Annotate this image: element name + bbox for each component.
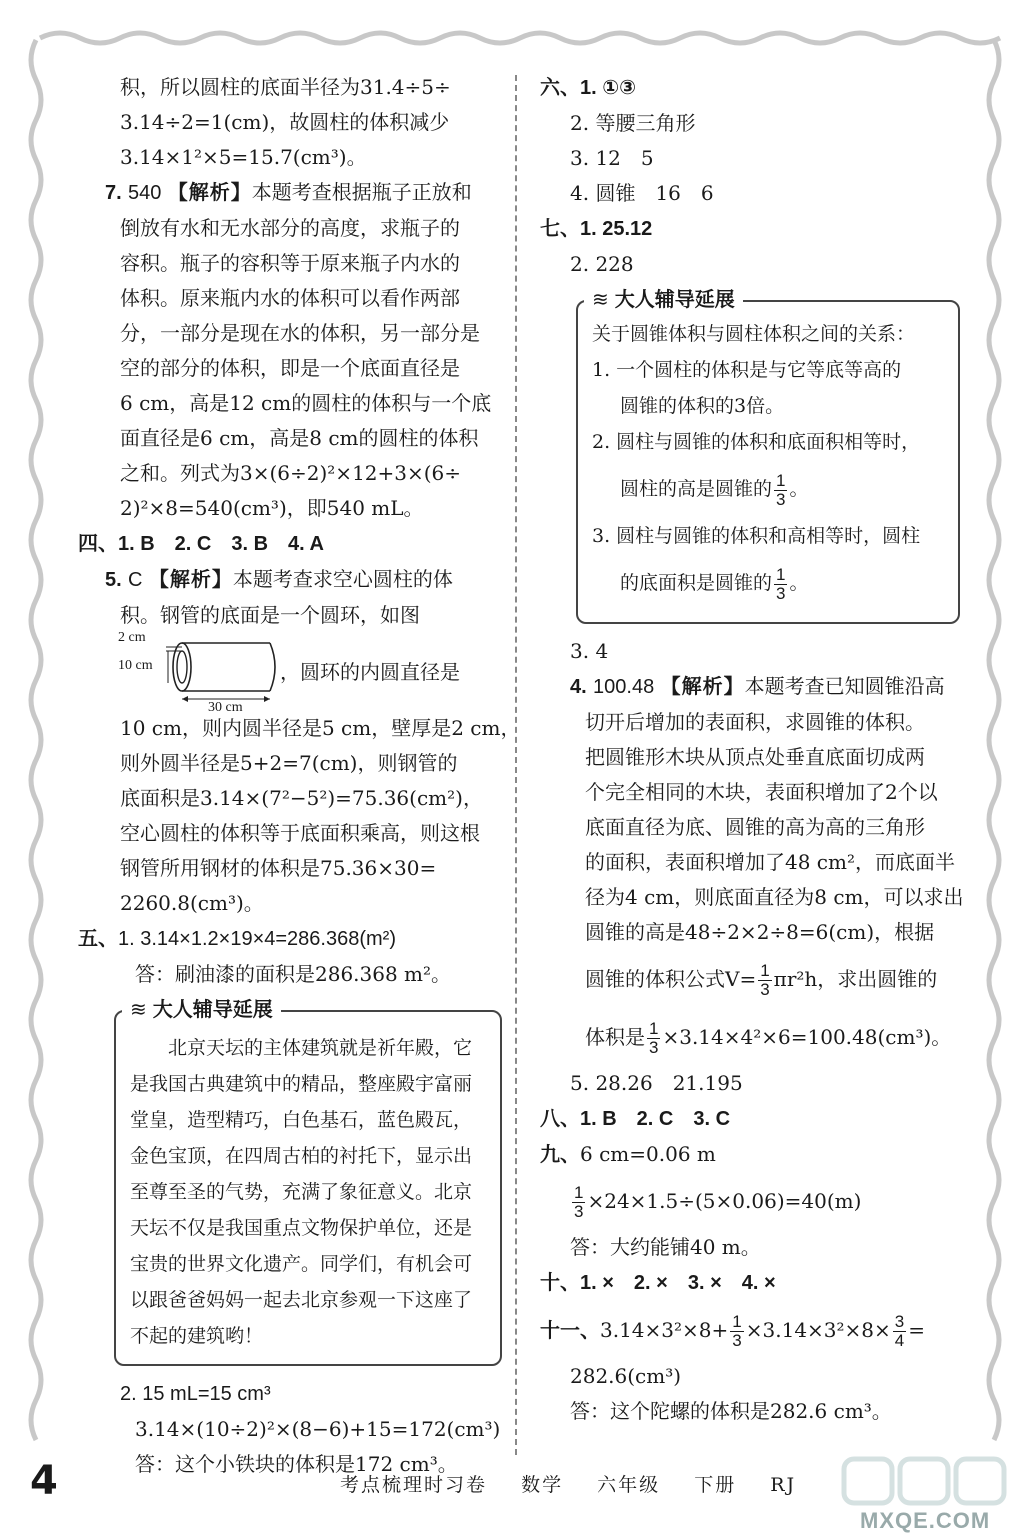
analysis-line: 底面积是3.14×(7²−5²)=75.36(cm²)，: [120, 786, 483, 810]
analysis-line: 切开后增加的表面积，求圆锥的体积。: [585, 710, 925, 734]
answer-formula: ×24×1.5÷(5×0.06)=40(m): [587, 1189, 862, 1213]
box-text: 。: [789, 478, 809, 500]
numerator: 1: [574, 1183, 584, 1202]
analysis-line: 空的部分的体积，即是一个底面直径是: [120, 356, 460, 380]
section-5: [78, 921, 500, 957]
denominator: 3: [776, 489, 786, 509]
fraction-one-third: [572, 1184, 585, 1221]
section-4: [78, 526, 500, 562]
section-6: [540, 70, 960, 106]
analysis-line: 积。钢管的底面是一个圆环，如图: [120, 603, 420, 627]
numerator: 1: [776, 564, 786, 584]
watermark-text: MXQE.COM: [860, 1508, 991, 1533]
answer-statement: 答：这个陀螺的体积是282.6 cm³。: [570, 1399, 892, 1423]
parent-tip-box: [114, 997, 502, 1366]
analysis-tag: 【解析】: [167, 180, 252, 204]
box-title: [122, 994, 281, 1024]
section-8: [540, 1101, 960, 1137]
wave-icon: ≋: [592, 287, 607, 311]
answer-line: 3.14×1²×5=15.7(cm³)。: [120, 145, 367, 169]
analysis-line: 体积。原来瓶内水的体积可以看作两部: [120, 286, 460, 310]
figure-label-10cm: 10 cm: [118, 657, 153, 673]
denominator: 3: [776, 583, 786, 603]
answer-line: 积，所以圆柱的底面半径为31.4÷5÷: [120, 75, 451, 99]
answer: 1. 25.12: [580, 218, 653, 240]
denominator: 3: [574, 1202, 584, 1221]
book-title: 考点梳理时习卷: [340, 1474, 488, 1496]
question-4: [540, 669, 960, 705]
answer-formula: 3.14×3²×8+: [600, 1318, 729, 1342]
analysis-text: ×3.14×4²×6=100.48(cm³)。: [662, 1025, 952, 1049]
section-label: 十、: [540, 1270, 580, 1294]
box-text: 的底面积是圆锥的: [620, 572, 773, 594]
analysis-line: 的面积，表面积增加了48 cm²，而底面半: [585, 850, 955, 874]
analysis-line: 钢管所用钢材的体积是75.36×30=: [120, 856, 437, 880]
question-7: [90, 175, 500, 211]
section-11: [540, 1301, 960, 1359]
answer-formula: 3.14×(10÷2)²×(8−6)+15=172(cm³): [135, 1417, 501, 1441]
box-text: 圆柱的高是圆锥的: [620, 478, 773, 500]
wave-icon: ≋: [130, 997, 145, 1021]
analysis-line: 之和。列式为3×(6÷2)²×12+3×(6÷: [120, 461, 462, 485]
answer-formula: 282.6(cm³): [570, 1364, 682, 1388]
box-line: 1. 一个圆柱的体积是与它等底等高的: [592, 359, 902, 381]
denominator: 3: [732, 1331, 742, 1350]
answer: 2. 228: [570, 252, 634, 276]
left-column: [78, 70, 521, 1482]
box-title-text: 大人辅导延展: [152, 997, 273, 1021]
analysis-line: 分，一部分是现在水的体积，另一部分是: [120, 321, 480, 345]
hollow-cylinder-figure: [118, 629, 280, 715]
answer-value: C: [128, 569, 143, 591]
box-paragraph: 北京天坛的主体建筑就是祈年殿，它是我国古典建筑中的精品，整座殿宇富丽堂皇，造型精巧，白色基石，蓝色殿瓦，金色宝顶，在四周古柏的衬托下，显示出至尊至圣的气势，充满了象征意义。北京天坛不仅是我国重点文物保护单位，还是宝贵的世界文化遗产。同学们，有机会可以跟爸爸妈妈一起去北京参观一下这座了不起的建筑哟！: [130, 1037, 473, 1347]
answer-statement: 答：刷油漆的面积是286.368 m²。: [135, 962, 452, 986]
box-line: [592, 460, 944, 518]
question-number: 4.: [570, 676, 587, 698]
answer-value: 100.48: [593, 676, 655, 698]
section-answers: 1. B 2. C 3. C: [580, 1108, 731, 1130]
section-label: 九、: [540, 1142, 580, 1166]
answer: 2. 等腰三角形: [570, 111, 696, 135]
answer: 3. 12 5: [570, 146, 654, 170]
fraction-three-quarters: [893, 1313, 906, 1350]
box-text: 。: [789, 572, 809, 594]
right-column: [540, 70, 964, 1429]
figure-line: [90, 629, 500, 715]
answer-formula: =: [908, 1318, 926, 1342]
fraction-one-third: [647, 1020, 660, 1057]
answer-line: [90, 1376, 500, 1412]
numerator: 3: [894, 1312, 905, 1331]
analysis-text: 圆锥的体积公式V=: [585, 967, 757, 991]
book-subject: 数学: [521, 1474, 564, 1496]
question-number: 7.: [105, 182, 122, 204]
denominator: 4: [894, 1331, 905, 1350]
analysis-line: [540, 1008, 960, 1066]
numerator: 1: [732, 1312, 742, 1331]
analysis-text: 本题考查根据瓶子正放和: [251, 180, 472, 204]
book-volume: 下册: [694, 1474, 737, 1496]
analysis-line: 底面直径为底、圆锥的高为高的三角形: [585, 815, 925, 839]
book-info: [340, 1470, 822, 1497]
answer: 5. 28.26 21.195: [570, 1071, 743, 1095]
answer-formula: 1. 3.14×1.2×19×4=286.368(m²): [118, 928, 396, 950]
fraction-one-third: [774, 472, 787, 509]
analysis-line: 6 cm，高是12 cm的圆柱的体积与一个底: [120, 391, 492, 415]
section-label: 七、: [540, 216, 580, 240]
section-label: 八、: [540, 1106, 580, 1130]
page-number: 4: [30, 1458, 58, 1504]
section-label: 五、: [78, 926, 118, 950]
analysis-line: 把圆锥形木块从顶点处垂直底面切成两: [585, 745, 925, 769]
analysis-text: 本题考查求空心圆柱的体: [232, 567, 453, 591]
analysis-line: 10 cm，则内圆半径是5 cm，壁厚是2 cm，: [120, 716, 521, 740]
section-label: 四、: [78, 531, 118, 555]
section-label: 六、: [540, 75, 580, 99]
book-grade: 六年级: [597, 1474, 661, 1496]
answer-line: 3.14÷2=1(cm)，故圆柱的体积减少: [120, 110, 450, 134]
fraction-one-third: [758, 962, 771, 999]
answer: 4. 圆锥 16 6: [570, 181, 714, 205]
analysis-text: 体积是: [585, 1025, 645, 1049]
numerator: 1: [776, 470, 786, 490]
section-7: [540, 211, 960, 247]
numerator: 1: [760, 961, 770, 980]
answer-formula: 2. 15 mL=15 cm³: [120, 1383, 271, 1405]
column-divider: [515, 75, 517, 1455]
analysis-tag: 【解析】: [660, 674, 745, 698]
answer-value: 540: [128, 182, 162, 204]
analysis-line: 圆锥的高是48÷2×2÷8=6(cm)，根据: [585, 920, 935, 944]
analysis-line: 个完全相同的木块，表面积增加了2个以: [585, 780, 938, 804]
box-title-text: 大人辅导延展: [614, 287, 735, 311]
analysis-text: ，圆环的内圆直径是: [280, 660, 460, 684]
analysis-line: 则外圆半径是5+2=7(cm)，则钢管的: [120, 751, 458, 775]
fraction-one-third: [774, 566, 787, 603]
analysis-line: 2260.8(cm³)。: [120, 891, 264, 915]
section-answers: 1. × 2. × 3. × 4. ×: [580, 1272, 776, 1294]
parent-tip-box: [576, 287, 960, 624]
answer-statement: 答：这个小铁块的体积是172 cm³。: [135, 1452, 458, 1476]
answer: 1. ①③: [580, 77, 637, 99]
question-number: 5.: [105, 569, 122, 591]
section-10: [540, 1265, 960, 1301]
section-label: 十一、: [540, 1318, 600, 1342]
section-answers: 1. B 2. C 3. B 4. A: [118, 533, 324, 555]
analysis-text: 本题考查已知圆锥沿高: [744, 674, 945, 698]
analysis-line: [540, 950, 960, 1008]
section-9: [540, 1137, 960, 1172]
analysis-line: 容积。瓶子的容积等于原来瓶子内水的: [120, 251, 460, 275]
box-title: [584, 284, 743, 314]
figure-label-2cm: 2 cm: [118, 629, 146, 645]
analysis-line: 面直径是6 cm，高是8 cm的圆柱的体积: [120, 426, 479, 450]
analysis-line: 2)²×8=540(cm³)，即540 mL。: [120, 496, 424, 520]
answer: 3. 4: [570, 639, 609, 663]
denominator: 3: [760, 980, 770, 999]
book-edition: RJ: [770, 1474, 797, 1496]
box-line: 3. 圆柱与圆锥的体积和高相等时，圆柱: [592, 525, 921, 547]
analysis-line: 径为4 cm，则底面直径为8 cm，可以求出: [585, 885, 964, 909]
box-line: 关于圆锥体积与圆柱体积之间的关系：: [592, 323, 916, 345]
answer-formula-line: [540, 1172, 960, 1230]
question-5: [90, 562, 500, 598]
analysis-text: πr²h，求出圆锥的: [773, 967, 938, 991]
box-line: 圆锥的体积的3倍。: [620, 395, 785, 417]
box-line: [592, 554, 944, 612]
denominator: 3: [649, 1038, 659, 1057]
analysis-line: 倒放有水和无水部分的高度，求瓶子的: [120, 216, 460, 240]
box-line: 2. 圆柱与圆锥的体积和底面积相等时，: [592, 431, 921, 453]
fraction-one-third: [730, 1313, 743, 1350]
analysis-tag: 【解析】: [148, 567, 233, 591]
numerator: 1: [649, 1019, 659, 1038]
figure-label-30cm: 30 cm: [208, 699, 243, 715]
analysis-line: 空心圆柱的体积等于底面积乘高，则这根: [120, 821, 480, 845]
answer-formula: 6 cm=0.06 m: [580, 1142, 716, 1166]
answer-formula: ×3.14×3²×8×: [745, 1318, 891, 1342]
answer-statement: 答：大约能铺40 m。: [570, 1235, 761, 1259]
